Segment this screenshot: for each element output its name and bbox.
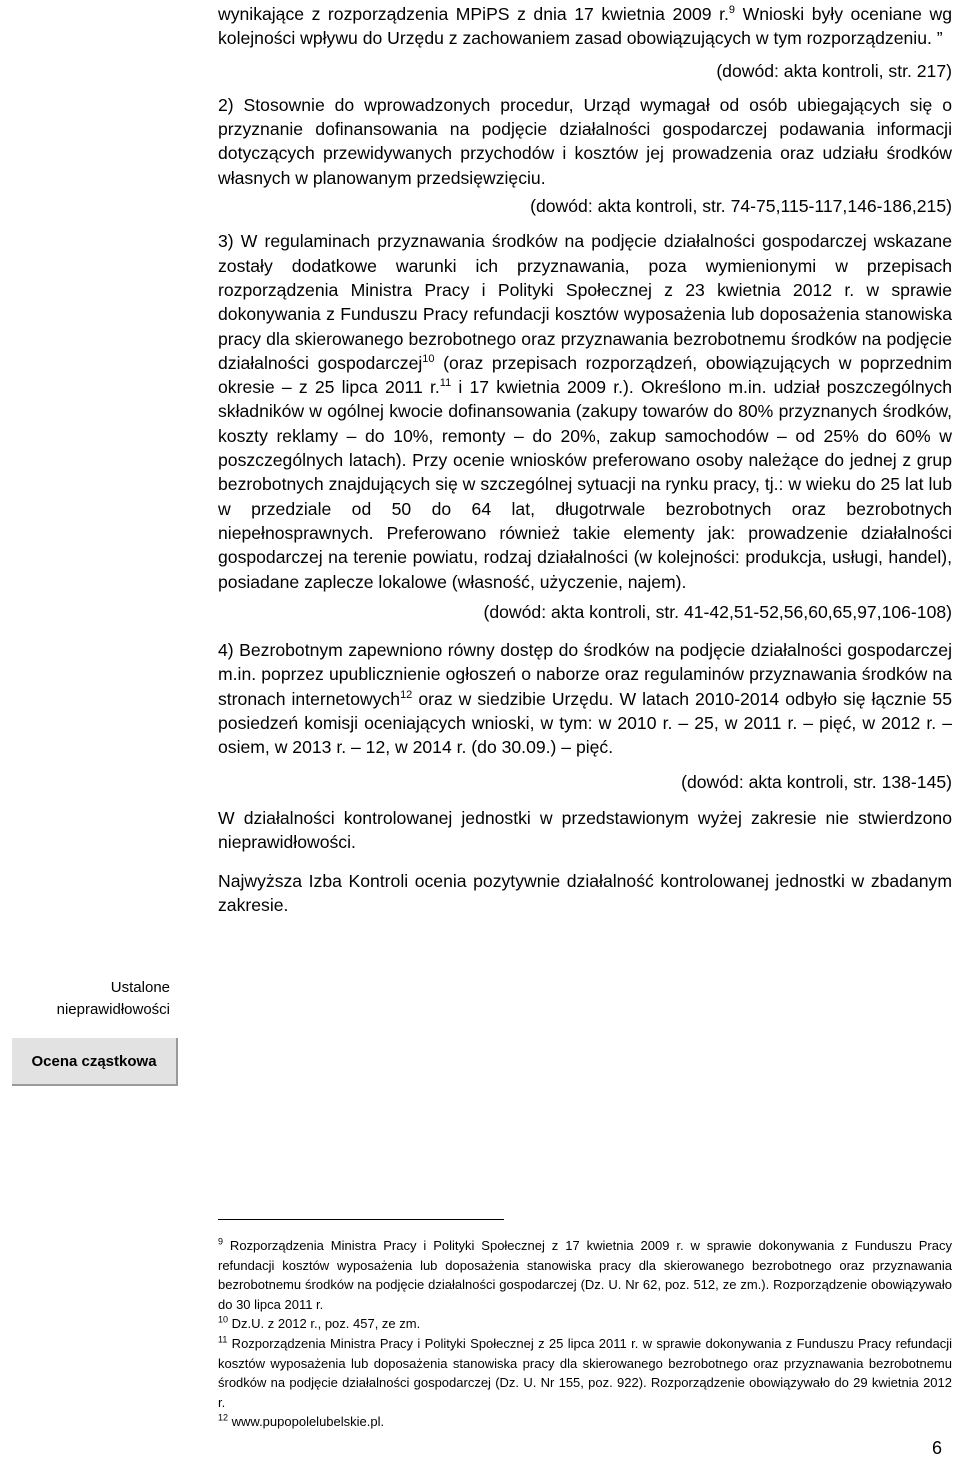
footnote-ref-12[interactable]: 12 — [400, 688, 413, 701]
evidence-reference: (dowód: akta kontroli, str. 217) — [716, 60, 952, 81]
footnote-ref-10[interactable]: 10 — [422, 353, 435, 365]
footnote-separator — [218, 1219, 504, 1220]
paragraph-3: 3) W regulaminach przyznawania środków na podjęcie działalności gospodarczej wskazane zostały dodatkowe warunki ich przyznawania, poza wymienionymi w przepisach rozporządzenia Ministra Pracy i Polityki Społecznej z 23 kwietnia 2012 r. w sprawie dokonywania z Funduszu Pracy refundacji kosztów wyposażenia lub doposażenia stanowiska pracy dla skierowanego bezrobotnego oraz przyznawania bezrobotnemu środków na podjęcie działalności gospodarczej$^{10}$ (oraz przepisach rozporządzeń, obowiązujących w poprzednim okresie – z 25 lipca 2011 r.$^{11}$ i 17 kwietnia 2009 r.). Określono m.in. udział poszczególnych składników w ogólnej kwocie dofinansowania (zakupy towarów do 80% przyznanych środków, koszty reklamy – do 10%, remonty – do 20%, zakup samochodów – od 25% do 60% w poszczególnych latach). Przy ocenie wniosków preferowano osoby należące do jednej z grup bezrobotnych znajdujących się w szczególnej sytuacji na rynku pracy, tj.: w wieku do 25 lat lub w przedziale od 50 do 64 lat, długotrwale bezrobotnych oraz bezrobotnych niepełnosprawnych. Preferowano również takie elementy jak: prowadzenie działalności gospodarczej na terenie powiatu, rodzaj działalności (w kolejności: produkcja, usługi, handel), posiadane zaplecze lokalowe (własność, użyczenie, najem). — [218, 231, 952, 592]
findings-label: Ustalone nieprawidłowości — [56, 979, 170, 1018]
evidence-reference: (dowód: akta kontroli, str. 41-42,51-52,56,60,65,97,106-108) — [483, 601, 952, 622]
footnote-ref-11[interactable]: 11 — [439, 377, 452, 390]
footnote-11: $^{11}$ Rozporządzenia Ministra Pracy i Polityki Społecznej z 25 lipca 2011 r. w sprawie dokonywania z Funduszu Pracy refundacji kosztów wyposażenia lub doposażenia stanowiska pracy dla skierowanego bezrobotnego oraz przyznawania bezrobotnemu środków na podjęcie działalności gospodarczej (Dz. U. Nr 155, poz. 922). Rozporządzenie obowiązywało do 29 kwietnia 2012 r. — [218, 1334, 952, 1410]
evidence-reference: (dowód: akta kontroli, str. 138-145) — [681, 771, 952, 792]
partial-assessment-label: Ocena cząstkowa — [31, 1052, 157, 1070]
footnote-12: $^{12}$ www.pupopolelubelskie.pl. — [218, 1413, 385, 1430]
assessment-paragraph: Najwyższa Izba Kontroli ocenia pozytywnie działalność kontrolowanej jednostki w zbadanym zakresie. — [218, 870, 952, 915]
footnote-10: $^{10}$ Dz.U. z 2012 r., poz. 457, ze zm. — [218, 1315, 421, 1332]
paragraph-continuation: wynikające z rozporządzenia MPiPS z dnia 17 kwietnia 2009 r.$^9$ Wnioski były oceniane wg kolejności wpływu do Urzędu z zachowaniem zasad obowiązujących w tym rozporządzeniu. ” — [218, 4, 952, 49]
evidence-reference: (dowód: akta kontroli, str. 74-75,115-117,146-186,215) — [530, 196, 952, 217]
footnote-ref-9[interactable]: 9 — [728, 4, 736, 17]
page-number: 6 — [932, 1438, 943, 1458]
footnotes — [218, 1236, 952, 1432]
findings-paragraph: W działalności kontrolowanej jednostki w przedstawionym wyżej zakresie nie stwierdzono nieprawidłowości. — [218, 807, 952, 853]
footnote-9: $^9$ Rozporządzenia Ministra Pracy i Polityki Społecznej z 17 kwietnia 2009 r. w sprawie dokonywania z Funduszu Pracy refundacji kosztów wyposażenia lub doposażenia stanowiska pracy dla skierowanego bezrobotnego oraz przyznawania bezrobotnemu środków na podjęcie działalności gospodarczej (Dz. U. Nr 62, poz. 512, ze zm.). Rozporządzenie obowiązywało do 30 lipca 2011 r. — [218, 1236, 952, 1312]
paragraph-2: 2) Stosownie do wprowadzonych procedur, Urząd wymagał od osób ubiegających się o przyznanie dofinansowania na podjęcie działalności gospodarczej podawania informacji dotyczących przewidywanych przychodów i kosztów jej prowadzenia oraz udziału środków własnych w planowanym przedsięwzięciu. — [218, 94, 952, 188]
paragraph-4: 4) Bezrobotnym zapewniono równy dostęp do środków na podjęcie działalności gospodarczej m.in. poprzez upublicznienie ogłoszeń o naborze oraz regulaminów przyznawania środków na stronach internetowych$^{12}$ oraz w siedzibie Urzędu. W latach 2010-2014 odbyło się łącznie 55 posiedzeń komisji oceniających wnioski, w tym: w 2010 r. – 25, w 2011 r. – pięć, w 2012 r. – osiem, w 2013 r. – 12, w 2014 r. (do 30.09.) – pięć. — [218, 640, 952, 758]
main-content — [218, 0, 952, 917]
partial-assessment-box — [12, 1038, 178, 1086]
footnote-link[interactable]: www.pupopolelubelskie.pl. — [228, 1414, 385, 1430]
